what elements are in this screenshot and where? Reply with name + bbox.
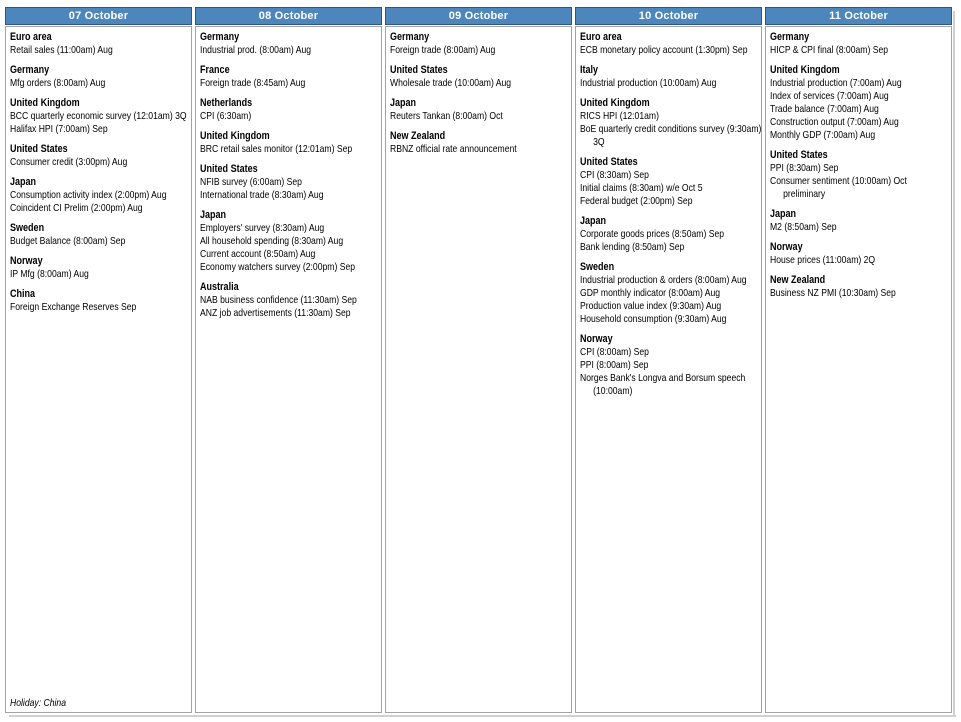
country-name: United States	[200, 163, 258, 175]
country-group	[580, 63, 759, 90]
country-name: Norway	[770, 241, 803, 253]
table-shadow-bottom	[9, 715, 956, 717]
column-header: 08 October	[195, 7, 382, 25]
date-column	[385, 7, 572, 713]
country-name: New Zealand	[770, 274, 826, 286]
event-line: Reuters Tankan (8:00am) Oct	[390, 110, 503, 122]
country-group	[10, 63, 189, 90]
event-line: Retail sales (11:00am) Aug	[10, 44, 113, 56]
event-line: ECB monetary policy account (1:30pm) Sep	[580, 44, 748, 56]
country-name: United Kingdom	[770, 64, 840, 76]
event-line: Employers' survey (8:30am) Aug	[200, 222, 325, 234]
event-line: Production value index (9:30am) Aug	[580, 300, 722, 312]
event-line: Bank lending (8:50am) Sep	[580, 241, 685, 253]
event-line: Consumer sentiment (10:00am) Oct	[770, 175, 907, 187]
event-line: Consumption activity index (2:00pm) Aug	[10, 189, 167, 201]
event-line: Coincident CI Prelim (2:00pm) Aug	[10, 202, 143, 214]
country-group	[10, 287, 189, 314]
event-line: Current account (8:50am) Aug	[200, 248, 316, 260]
event-line: Corporate goods prices (8:50am) Sep	[580, 228, 725, 240]
event-line: Industrial prod. (8:00am) Aug	[200, 44, 312, 56]
event-line: M2 (8:50am) Sep	[770, 221, 837, 233]
country-name: United States	[770, 149, 828, 161]
country-group	[580, 96, 762, 149]
column-body	[765, 26, 952, 713]
event-line: Foreign Exchange Reserves Sep	[10, 301, 137, 313]
country-group	[10, 96, 189, 136]
country-group	[580, 214, 759, 254]
country-name: Japan	[10, 176, 37, 188]
column-header: 10 October	[575, 7, 762, 25]
country-group	[200, 63, 379, 90]
country-name: Japan	[200, 209, 227, 221]
event-line: Index of services (7:00am) Aug	[770, 90, 889, 102]
event-line: IP Mfg (8:00am) Aug	[10, 268, 89, 280]
country-group	[390, 96, 569, 123]
country-name: France	[200, 64, 230, 76]
country-group	[770, 63, 949, 142]
event-line: Trade balance (7:00am) Aug	[770, 103, 879, 115]
event-line: PPI (8:30am) Sep	[770, 162, 839, 174]
country-name: United Kingdom	[580, 97, 650, 109]
event-line: NAB business confidence (11:30am) Sep	[200, 294, 357, 306]
event-line: Economy watchers survey (2:00pm) Sep	[200, 261, 356, 273]
event-line: (10:00am)	[593, 385, 633, 397]
event-line: Industrial production (10:00am) Aug	[580, 77, 717, 89]
event-line: Construction output (7:00am) Aug	[770, 116, 899, 128]
country-name: Sweden	[10, 222, 45, 234]
event-line: CPI (6:30am)	[200, 110, 252, 122]
event-line: Norges Bank's Longva and Borsum speech	[580, 372, 746, 384]
country-name: Sweden	[580, 261, 615, 273]
country-name: Germany	[390, 31, 430, 43]
event-line: CPI (8:00am) Sep	[580, 346, 649, 358]
country-name: Euro area	[580, 31, 622, 43]
country-group	[10, 254, 189, 281]
country-group	[10, 142, 189, 169]
event-line: Industrial production (7:00am) Aug	[770, 77, 902, 89]
event-line: RICS HPI (12:01am)	[580, 110, 659, 122]
event-line: BRC retail sales monitor (12:01am) Sep	[200, 143, 353, 155]
column-body	[575, 26, 762, 713]
event-line: International trade (8:30am) Aug	[200, 189, 324, 201]
country-group	[770, 240, 949, 267]
event-line: Foreign trade (8:45am) Aug	[200, 77, 306, 89]
event-line: All household spending (8:30am) Aug	[200, 235, 344, 247]
country-name: Euro area	[10, 31, 52, 43]
event-line: CPI (8:30am) Sep	[580, 169, 649, 181]
country-name: Germany	[10, 64, 50, 76]
country-name: United States	[390, 64, 448, 76]
country-name: Germany	[200, 31, 240, 43]
event-line: Mfg orders (8:00am) Aug	[10, 77, 106, 89]
country-group	[10, 175, 189, 215]
date-column	[575, 7, 762, 713]
country-group	[200, 129, 379, 156]
event-line: Initial claims (8:30am) w/e Oct 5	[580, 182, 703, 194]
country-group	[390, 30, 569, 57]
country-name: Netherlands	[200, 97, 253, 109]
event-line: PPI (8:00am) Sep	[580, 359, 649, 371]
country-name: Norway	[10, 255, 43, 267]
column-body	[5, 26, 192, 713]
event-line: HICP & CPI final (8:00am) Sep	[770, 44, 889, 56]
event-line: RBNZ official rate announcement	[390, 143, 517, 155]
country-name: Japan	[580, 215, 607, 227]
country-group	[770, 148, 949, 201]
country-group	[770, 30, 949, 57]
date-column	[5, 7, 192, 713]
country-group	[770, 207, 949, 234]
event-line: Federal budget (2:00pm) Sep	[580, 195, 693, 207]
event-line: GDP monthly indicator (8:00am) Aug	[580, 287, 721, 299]
column-header: 09 October	[385, 7, 572, 25]
event-line: House prices (11:00am) 2Q	[770, 254, 876, 266]
column-header: 07 October	[5, 7, 192, 25]
country-name: New Zealand	[390, 130, 446, 142]
country-group	[580, 155, 759, 208]
country-group	[580, 30, 759, 57]
country-name: Australia	[200, 281, 239, 293]
country-group	[770, 273, 949, 300]
event-line: Consumer credit (3:00pm) Aug	[10, 156, 128, 168]
country-name: China	[10, 288, 36, 300]
country-group	[200, 96, 379, 123]
event-line: preliminary	[783, 188, 826, 200]
country-group	[10, 221, 189, 248]
event-line: Industrial production & orders (8:00am) Aug	[580, 274, 747, 286]
country-group	[200, 208, 379, 274]
event-line: 3Q	[593, 136, 605, 148]
country-name: United States	[10, 143, 68, 155]
country-name: Japan	[770, 208, 797, 220]
date-column	[195, 7, 382, 713]
table-shadow-right	[953, 11, 955, 715]
event-line: Foreign trade (8:00am) Aug	[390, 44, 496, 56]
event-line: Halifax HPI (7:00am) Sep	[10, 123, 108, 135]
holiday-note: Holiday: China	[10, 697, 67, 709]
column-body	[385, 26, 572, 713]
event-line: NFIB survey (6:00am) Sep	[200, 176, 302, 188]
calendar-table	[5, 7, 952, 713]
country-group	[200, 162, 379, 202]
event-line: Monthly GDP (7:00am) Aug	[770, 129, 876, 141]
country-group	[390, 129, 569, 156]
country-name: Italy	[580, 64, 599, 76]
country-name: United States	[580, 156, 638, 168]
event-line: ANZ job advertisements (11:30am) Sep	[200, 307, 351, 319]
event-line: Household consumption (9:30am) Aug	[580, 313, 727, 325]
event-line: Budget Balance (8:00am) Sep	[10, 235, 126, 247]
column-body	[195, 26, 382, 713]
country-name: United Kingdom	[10, 97, 80, 109]
event-line: Wholesale trade (10:00am) Aug	[390, 77, 512, 89]
event-line: BCC quarterly economic survey (12:01am) 3Q	[10, 110, 187, 122]
country-group	[390, 63, 569, 90]
country-name: Germany	[770, 31, 810, 43]
country-group	[580, 260, 759, 326]
date-column	[765, 7, 952, 713]
country-name: United Kingdom	[200, 130, 270, 142]
country-name: Norway	[580, 333, 613, 345]
country-group	[10, 30, 189, 57]
country-group	[200, 280, 379, 320]
event-line: Business NZ PMI (10:30am) Sep	[770, 287, 896, 299]
event-line: BoE quarterly credit conditions survey (9:30am)	[580, 123, 762, 135]
column-header: 11 October	[765, 7, 952, 25]
country-name: Japan	[390, 97, 417, 109]
country-group	[580, 332, 759, 398]
country-group	[200, 30, 379, 57]
